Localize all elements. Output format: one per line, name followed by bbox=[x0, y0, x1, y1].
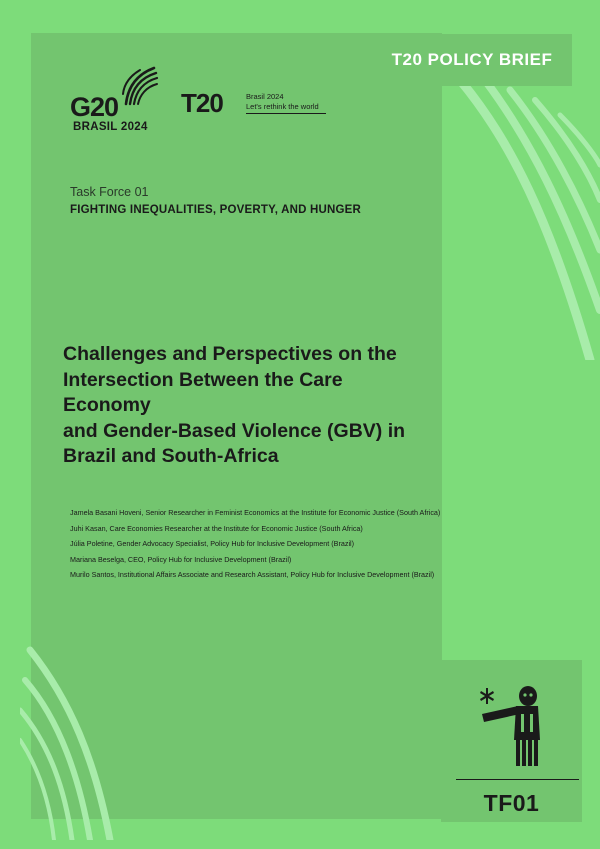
author-item: Jamela Basani Hoveni, Senior Researcher in Feminist Economics at the Institute for Economic Justice (South Africa) bbox=[70, 508, 441, 517]
author-item: Júlia Poletine, Gender Advocacy Specialist, Policy Hub for Inclusive Development (Brazil) bbox=[70, 539, 355, 549]
t20-logo-edition: Brasil 2024 bbox=[246, 92, 284, 101]
title-line: and Gender-Based Violence (GBV) in bbox=[63, 419, 406, 442]
t20-logo-tagline: Let's rethink the world bbox=[246, 102, 319, 111]
t20-logo-word: T20 bbox=[181, 88, 223, 118]
task-force-theme: FIGHTING INEQUALITIES, POVERTY, AND HUNGER bbox=[70, 204, 362, 216]
badge-divider bbox=[456, 779, 579, 780]
g20-logo-word: G20 bbox=[70, 92, 119, 122]
author-item: Mariana Beselga, CEO, Policy Hub for Inclusive Development (Brazil) bbox=[70, 554, 292, 564]
author-item: Juhi Kasan, Care Economies Researcher at the Institute for Economic Justice (South Africa) bbox=[70, 523, 363, 533]
brief-title bbox=[63, 342, 423, 470]
brief-label: T20 POLICY BRIEF bbox=[391, 50, 553, 69]
task-force-code: TF01 bbox=[483, 790, 540, 816]
t20-logo-rule bbox=[246, 113, 326, 114]
leaf-swoosh-icon bbox=[440, 80, 600, 360]
leaf-swoosh-icon-bottom bbox=[20, 640, 130, 840]
author-list bbox=[70, 505, 510, 583]
title-line: Challenges and Perspectives on the bbox=[63, 343, 397, 365]
task-force-emblem-icon bbox=[474, 684, 554, 768]
title-line: Brazil and South-Africa bbox=[63, 445, 279, 467]
title-line: Intersection Between the Care Economy bbox=[63, 368, 343, 416]
task-force-label: Task Force 01 bbox=[70, 185, 149, 199]
author-item: Murilo Santos, Institutional Affairs Associate and Research Assistant, Policy Hub for Inclusive Development (Brazil) bbox=[70, 570, 435, 580]
g20-leaf-icon bbox=[118, 64, 160, 106]
g20-logo-subtitle: BRASIL 2024 bbox=[73, 121, 148, 133]
